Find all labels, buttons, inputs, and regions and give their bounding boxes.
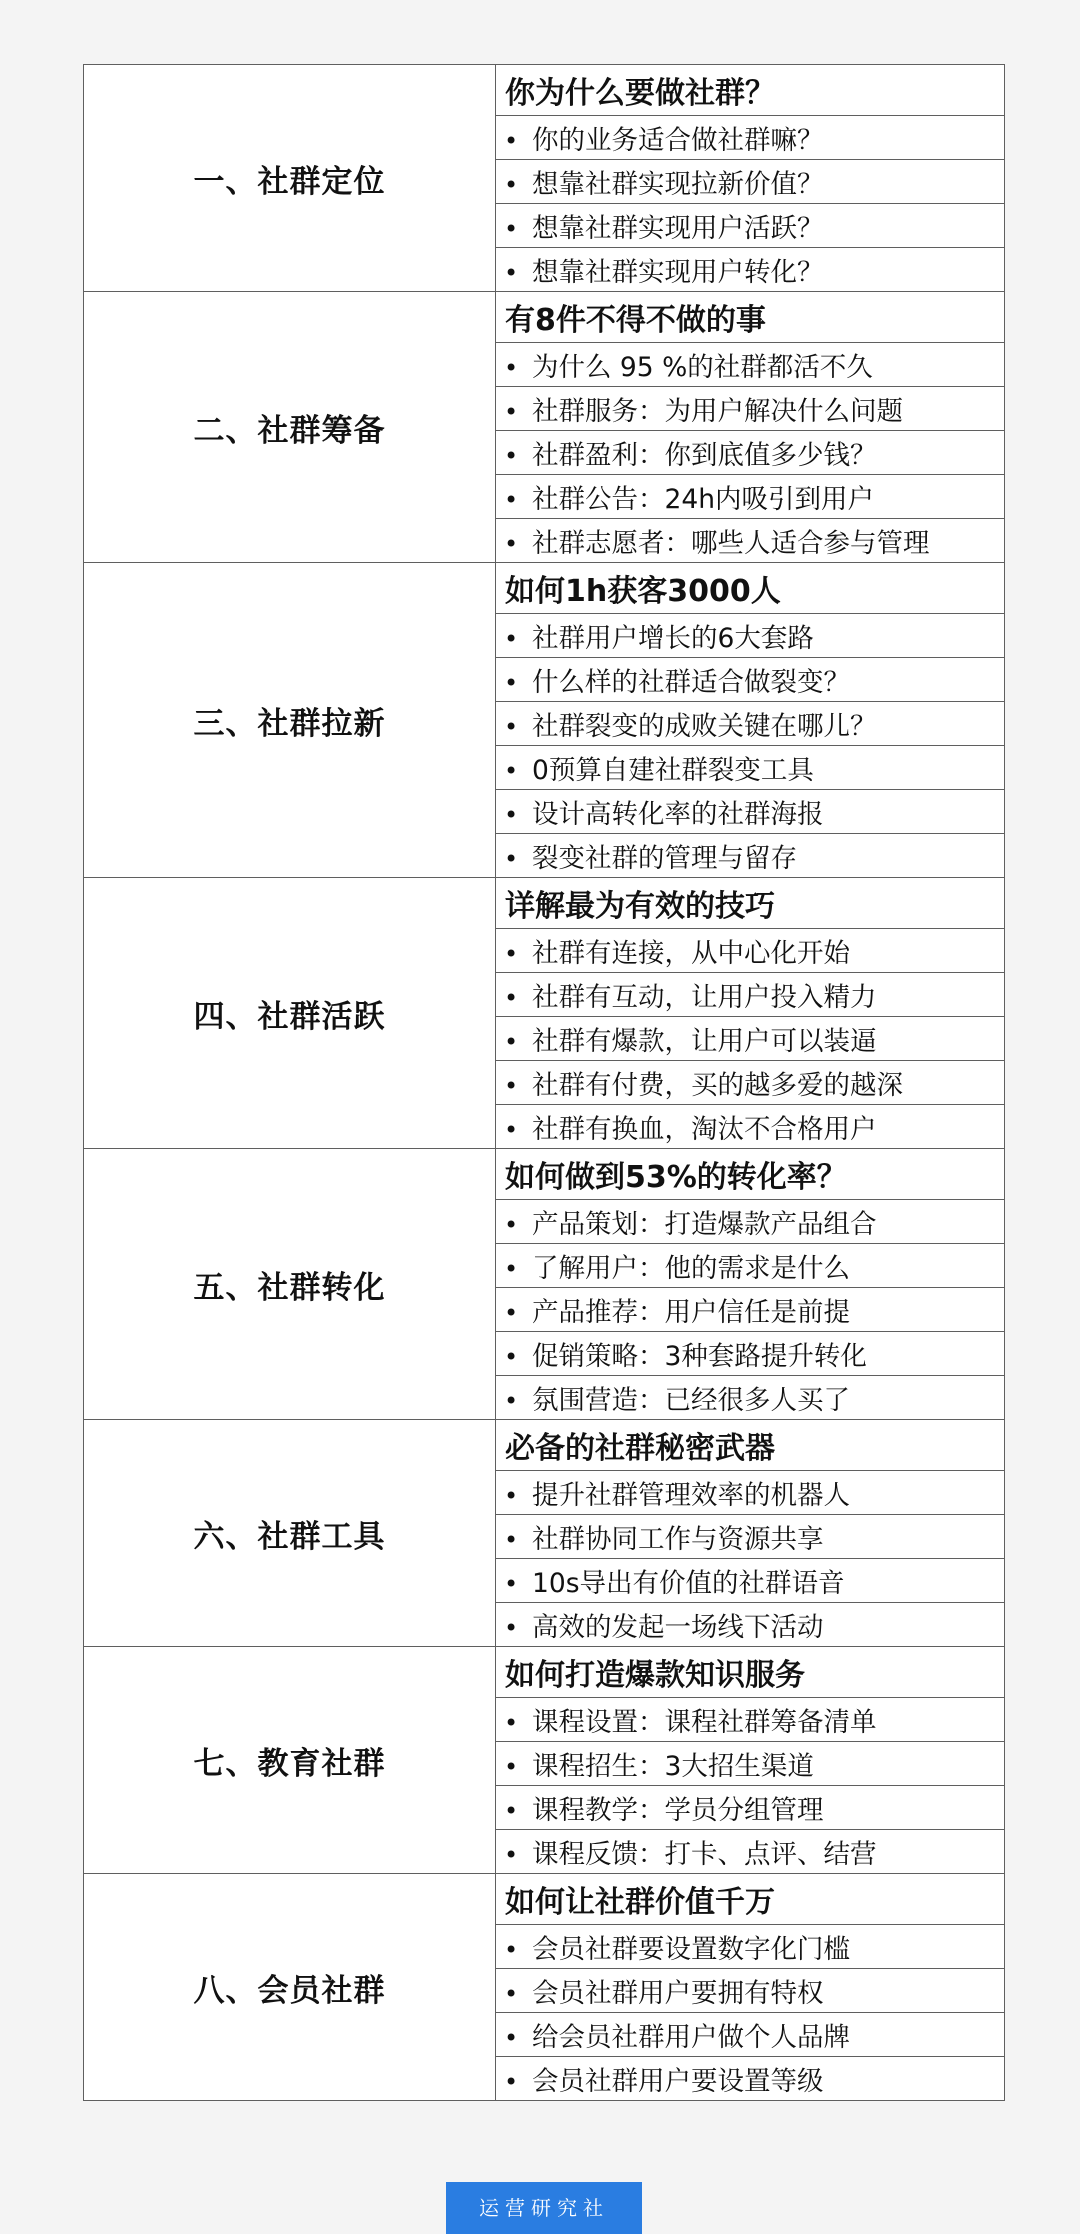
bullet-icon: • <box>504 1980 519 2008</box>
section-item-text: 裂变社群的管理与留存 <box>532 843 797 874</box>
bullet-icon: • <box>504 1614 519 1642</box>
section-item-text: 想靠社群实现拉新价值？ <box>532 169 824 200</box>
section-item <box>496 116 1005 160</box>
section-heading: 如何1h获客3000人 <box>496 563 1005 614</box>
bullet-icon: • <box>504 354 519 382</box>
outline-body <box>84 65 1005 2101</box>
bullet-icon: • <box>504 1797 519 1825</box>
bullet-icon: • <box>504 1526 519 1554</box>
section-item <box>496 746 1005 790</box>
section-item-text: 产品策划：打造爆款产品组合 <box>532 1209 877 1240</box>
bullet-icon: • <box>504 1936 519 1964</box>
section-item <box>496 929 1005 973</box>
section-heading-row <box>84 1420 1005 1471</box>
bullet-icon: • <box>504 127 519 155</box>
bullet-icon: • <box>504 1570 519 1598</box>
section-name: 三、社群拉新 <box>84 563 496 878</box>
bullet-icon: • <box>504 2068 519 2096</box>
section-item <box>496 1471 1005 1515</box>
section-item <box>496 2013 1005 2057</box>
section-heading: 必备的社群秘密武器 <box>496 1420 1005 1471</box>
bullet-icon: • <box>504 530 519 558</box>
section-item-text: 社群志愿者：哪些人适合参与管理 <box>532 528 930 559</box>
section-item <box>496 1603 1005 1647</box>
section-name: 八、会员社群 <box>84 1874 496 2101</box>
section-heading-row <box>84 65 1005 116</box>
section-item-text: 什么样的社群适合做裂变？ <box>532 667 850 698</box>
section-item <box>496 1017 1005 1061</box>
bullet-icon: • <box>504 215 519 243</box>
section-item <box>496 387 1005 431</box>
section-heading-row <box>84 563 1005 614</box>
section-name: 七、教育社群 <box>84 1647 496 1874</box>
section-item-text: 想靠社群实现用户转化？ <box>532 257 824 288</box>
section-item <box>496 248 1005 292</box>
section-item <box>496 702 1005 746</box>
section-item-text: 会员社群要设置数字化门槛 <box>532 1934 850 1965</box>
section-item-text: 给会员社群用户做个人品牌 <box>532 2022 850 2053</box>
section-item <box>496 1559 1005 1603</box>
section-name: 五、社群转化 <box>84 1149 496 1420</box>
section-item <box>496 834 1005 878</box>
section-item-text: 课程反馈：打卡、点评、结营 <box>532 1839 877 1870</box>
bullet-icon: • <box>504 1709 519 1737</box>
section-item-text: 促销策略：3种套路提升转化 <box>532 1341 867 1372</box>
section-item-text: 了解用户：他的需求是什么 <box>532 1253 850 1284</box>
section-name: 二、社群筹备 <box>84 292 496 563</box>
bullet-icon: • <box>504 625 519 653</box>
section-item <box>496 1244 1005 1288</box>
section-heading: 如何打造爆款知识服务 <box>496 1647 1005 1698</box>
bullet-icon: • <box>504 669 519 697</box>
section-item <box>496 658 1005 702</box>
section-item <box>496 1061 1005 1105</box>
section-item-text: 设计高转化率的社群海报 <box>532 799 824 830</box>
section-item-text: 你的业务适合做社群嘛？ <box>532 125 824 156</box>
section-heading: 如何让社群价值千万 <box>496 1874 1005 1925</box>
section-item-text: 社群协同工作与资源共享 <box>532 1524 824 1555</box>
section-name: 六、社群工具 <box>84 1420 496 1647</box>
section-item <box>496 1742 1005 1786</box>
section-item <box>496 204 1005 248</box>
section-item-text: 为什么 95 %的社群都活不久 <box>532 352 873 383</box>
section-item <box>496 431 1005 475</box>
bullet-icon: • <box>504 1387 519 1415</box>
section-item-text: 社群公告：24h内吸引到用户 <box>532 484 875 515</box>
section-item-text: 高效的发起一场线下活动 <box>532 1612 824 1643</box>
section-item-text: 社群用户增长的6大套路 <box>532 623 814 654</box>
section-item-text: 会员社群用户要拥有特权 <box>532 1978 824 2009</box>
bullet-icon: • <box>504 1299 519 1327</box>
section-item <box>496 1698 1005 1742</box>
section-item-text: 10s导出有价值的社群语音 <box>532 1568 845 1599</box>
bullet-icon: • <box>504 1482 519 1510</box>
bullet-icon: • <box>504 1211 519 1239</box>
section-heading-row <box>84 1149 1005 1200</box>
section-item-text: 社群有换血，淘汰不合格用户 <box>532 1114 877 1145</box>
section-name: 四、社群活跃 <box>84 878 496 1149</box>
section-item <box>496 973 1005 1017</box>
section-item-text: 社群有爆款，让用户可以装逼 <box>532 1026 877 1057</box>
section-item-text: 提升社群管理效率的机器人 <box>532 1480 850 1511</box>
section-item <box>496 343 1005 387</box>
bullet-icon: • <box>504 1072 519 1100</box>
bullet-icon: • <box>504 442 519 470</box>
bullet-icon: • <box>504 845 519 873</box>
section-item <box>496 1925 1005 1969</box>
bullet-icon: • <box>504 1116 519 1144</box>
section-heading-row <box>84 878 1005 929</box>
bullet-icon: • <box>504 171 519 199</box>
section-item-text: 社群有连接，从中心化开始 <box>532 938 850 969</box>
section-item-text: 课程教学：学员分组管理 <box>532 1795 824 1826</box>
section-item <box>496 1969 1005 2013</box>
section-heading-row <box>84 1647 1005 1698</box>
section-item-text: 想靠社群实现用户活跃？ <box>532 213 824 244</box>
bullet-icon: • <box>504 1255 519 1283</box>
section-heading: 如何做到53%的转化率？ <box>496 1149 1005 1200</box>
bullet-icon: • <box>504 1028 519 1056</box>
section-heading: 有8件不得不做的事 <box>496 292 1005 343</box>
section-item-text: 氛围营造：已经很多人买了 <box>532 1385 850 1416</box>
section-item-text: 产品推荐：用户信任是前提 <box>532 1297 850 1328</box>
bullet-icon: • <box>504 713 519 741</box>
bullet-icon: • <box>504 259 519 287</box>
bullet-icon: • <box>504 757 519 785</box>
outline-table <box>83 64 1005 2101</box>
bullet-icon: • <box>504 2024 519 2052</box>
bullet-icon: • <box>504 398 519 426</box>
section-item <box>496 1332 1005 1376</box>
section-heading: 你为什么要做社群？ <box>496 65 1005 116</box>
section-item-text: 社群裂变的成败关键在哪儿？ <box>532 711 877 742</box>
section-item <box>496 1105 1005 1149</box>
section-item <box>496 160 1005 204</box>
footer-badge: 运营研究社 <box>446 2182 642 2234</box>
bullet-icon: • <box>504 1343 519 1371</box>
section-item-text: 课程招生：3大招生渠道 <box>532 1751 814 1782</box>
section-item-text: 会员社群用户要设置等级 <box>532 2066 824 2097</box>
section-item-text: 0预算自建社群裂变工具 <box>532 755 814 786</box>
section-name: 一、社群定位 <box>84 65 496 292</box>
bullet-icon: • <box>504 1841 519 1869</box>
bullet-icon: • <box>504 940 519 968</box>
section-item <box>496 1830 1005 1874</box>
bullet-icon: • <box>504 1753 519 1781</box>
section-item <box>496 1200 1005 1244</box>
bullet-icon: • <box>504 486 519 514</box>
section-heading-row <box>84 1874 1005 1925</box>
section-item <box>496 614 1005 658</box>
bullet-icon: • <box>504 801 519 829</box>
section-item-text: 课程设置：课程社群筹备清单 <box>532 1707 877 1738</box>
section-item <box>496 1376 1005 1420</box>
section-item-text: 社群服务：为用户解决什么问题 <box>532 396 903 427</box>
section-heading: 详解最为有效的技巧 <box>496 878 1005 929</box>
section-item <box>496 475 1005 519</box>
bullet-icon: • <box>504 984 519 1012</box>
section-heading-row <box>84 292 1005 343</box>
section-item-text: 社群有互动，让用户投入精力 <box>532 982 877 1013</box>
section-item <box>496 2057 1005 2101</box>
section-item-text: 社群盈利：你到底值多少钱？ <box>532 440 877 471</box>
section-item <box>496 790 1005 834</box>
section-item <box>496 1786 1005 1830</box>
section-item <box>496 519 1005 563</box>
section-item <box>496 1515 1005 1559</box>
section-item <box>496 1288 1005 1332</box>
section-item-text: 社群有付费，买的越多爱的越深 <box>532 1070 903 1101</box>
